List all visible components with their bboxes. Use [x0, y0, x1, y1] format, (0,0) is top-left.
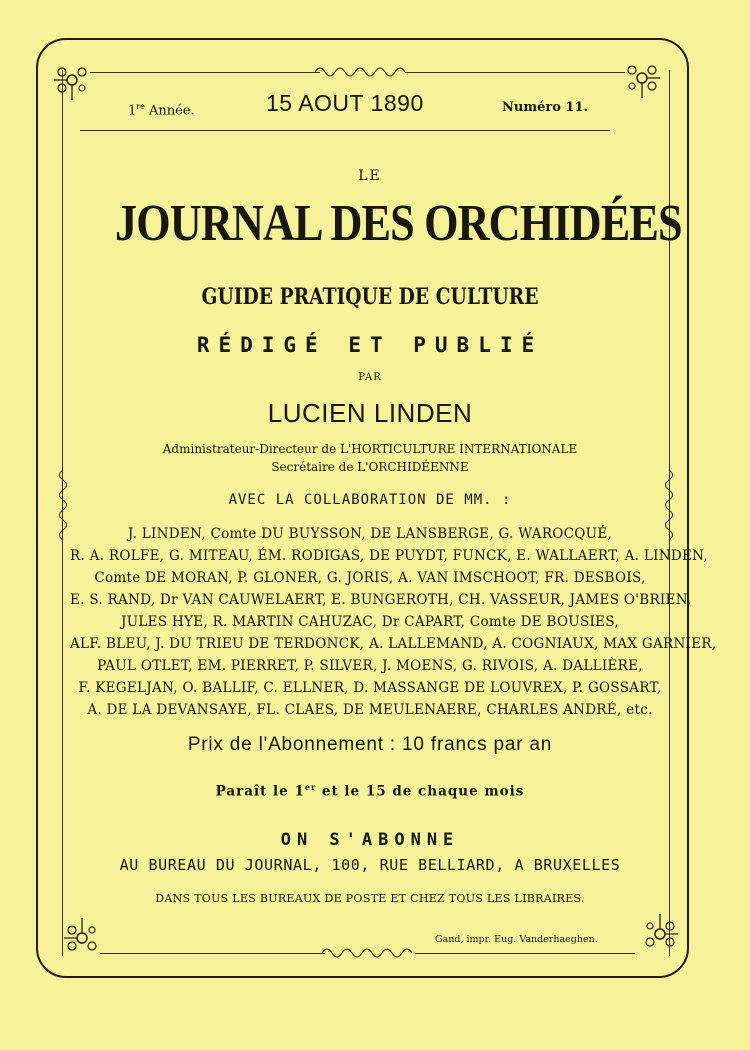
collaborator-line: PAUL OTLET, EM. PIERRET, P. SILVER, J. MOENS, G. RIVOIS, A. DALLIÈRE,: [97, 658, 643, 674]
author-role-1: Administrateur-Directeur de L'HORTICULTURE INTERNATIONALE: [162, 442, 578, 456]
top-rule: [90, 72, 320, 73]
header-rule: [80, 130, 610, 131]
top-left-corner-ornament: [52, 60, 92, 100]
collaborator-line: ALF. BLEU, J. DU TRIEU DE TERDONCK, A. LALLEMAND, A. COGNIAUX, MAX GARNIER,: [70, 636, 717, 652]
issue-number: Numéro 11.: [502, 100, 589, 115]
collaborator-line: R. A. ROLFE, G. MITEAU, ÉM. RODIGAS, DE PUYDT, FUNCK, E. WALLAERT, A. LINDEN,: [70, 548, 708, 564]
top-wave-ornament: [315, 64, 410, 80]
collaborator-line: Comte DE MORAN, P. GLONER, G. JORIS, A. VAN IMSCHOOT, FR. DESBOIS,: [94, 570, 646, 586]
on-sabonne-heading: ON S'ABONNE: [280, 830, 460, 850]
collaborator-line: JULES HYE, R. MARTIN CAHUZAC, Dr CAPART, Comte DE BOUSIES,: [121, 614, 619, 630]
journal-title: JOURNAL DES ORCHIDÉES: [115, 195, 682, 252]
top-right-corner-ornament: [622, 58, 662, 98]
author-name: LUCIEN LINDEN: [267, 398, 473, 428]
bottom-rule: [100, 953, 325, 954]
collaborator-line: E. S. RAND, Dr VAN CAUWELAERT, E. BUNGEROTH, CH. VASSEUR, JAMES O'BRIEN,: [70, 592, 692, 608]
year-label: 1re Année.: [128, 102, 195, 119]
left-side-ornament: [56, 470, 70, 540]
postes-libraires: DANS TOUS LES BUREAUX DE POSTE ET CHEZ TOUS LES LIBRAIRES.: [155, 892, 585, 905]
bottom-left-corner-ornament: [62, 918, 102, 958]
printer-imprint: Gand, impr. Eug. Vanderhaeghen.: [435, 934, 598, 945]
top-rule-right: [405, 72, 625, 73]
par-label: PAR: [358, 372, 382, 383]
bottom-rule-right: [415, 953, 635, 954]
bureau-address: AU BUREAU DU JOURNAL, 100, RUE BELLIARD, A BRUXELLES: [119, 856, 621, 874]
subscription-price: Prix de l'Abonnement : 10 francs par an: [187, 734, 553, 755]
bottom-right-corner-ornament: [640, 914, 680, 954]
collaborator-line: F. KEGELJAN, O. BALLIF, C. ELLNER, D. MASSANGE DE LOUVREX, P. GOSSART,: [78, 680, 662, 696]
title-article: LE: [358, 168, 382, 184]
collaborator-line: J. LINDEN, Comte DU BUYSSON, DE LANSBERGE, G. WAROCQUÉ,: [127, 526, 613, 542]
redige-et-publie: RÉDIGÉ ET PUBLIÉ: [196, 333, 544, 357]
publication-frequency: Paraît le 1er et le 15 de chaque mois: [215, 782, 525, 800]
bottom-wave-ornament: [322, 945, 417, 961]
author-role-2: Secrétaire de L'ORCHIDÉENNE: [271, 460, 469, 474]
collaboration-heading: AVEC LA COLLABORATION DE MM. :: [228, 492, 512, 508]
collaborator-line: A. DE LA DEVANSAYE, FL. CLAES, DE MEULENAERE, CHARLES ANDRÉ, etc.: [87, 702, 653, 718]
journal-subtitle: GUIDE PRATIQUE DE CULTURE: [201, 284, 539, 310]
issue-date: 15 AOUT 1890: [266, 90, 424, 116]
